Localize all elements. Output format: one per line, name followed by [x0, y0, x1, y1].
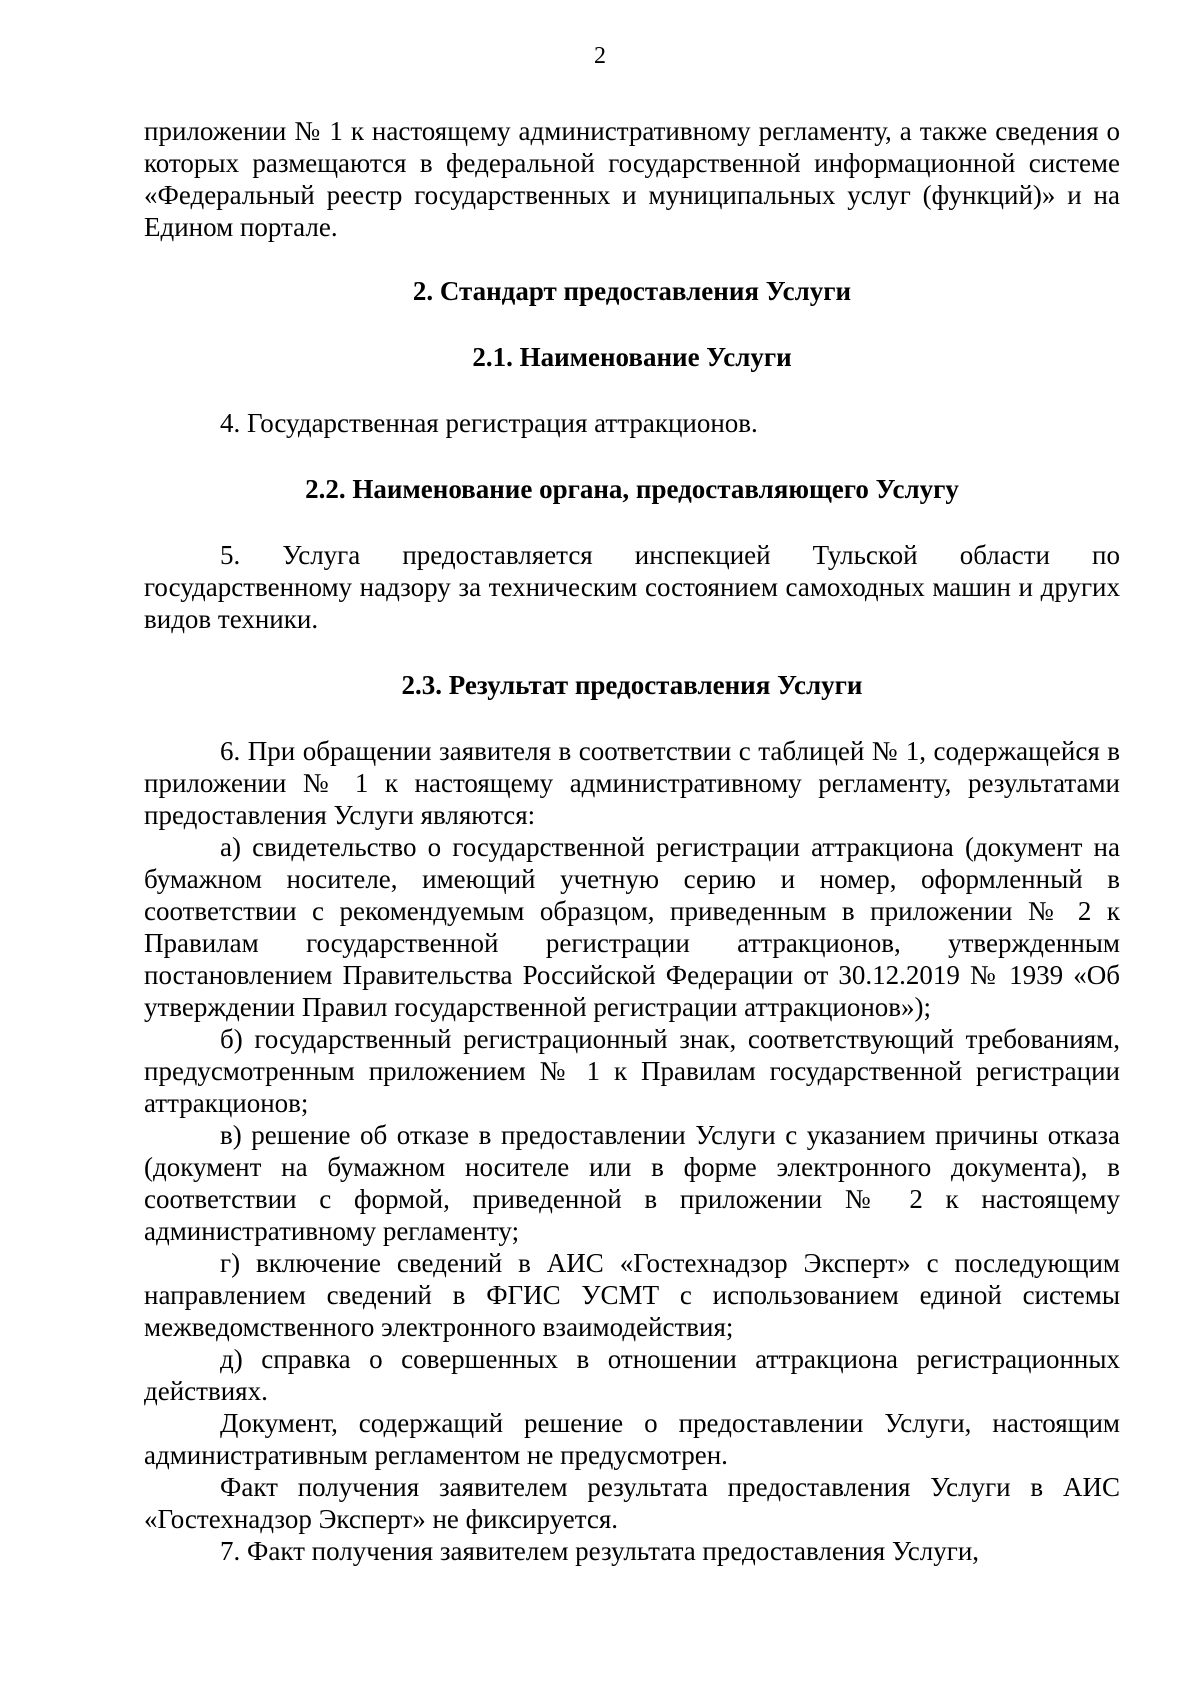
note-paragraph-1: Документ, содержащий решение о предоставлении Услуги, настоящим административным регламентом не предусмотрен.: [144, 1408, 1120, 1470]
page-number: 2: [594, 43, 606, 69]
paragraph-6: 6. При обращении заявителя в соответствии с таблицей № 1, содержащейся в приложении № 1 к настоящему административному регламенту, результатами предоставления Услуги являются:: [144, 736, 1120, 830]
section-2-title: 2. Стандарт предоставления Услуги: [412, 276, 852, 306]
section-2-1-title: 2.1. Наименование Услуги: [472, 342, 792, 372]
section-2-2-title: 2.2. Наименование органа, предоставляющего Услугу: [305, 474, 959, 504]
paragraph-7: 7. Факт получения заявителем результата предоставления Услуги,: [220, 1536, 980, 1566]
list-item-d: д) справка о совершенных в отношении аттракциона регистрационных действиях.: [144, 1344, 1120, 1406]
intro-paragraph: приложении № 1 к настоящему административному регламенту, а также сведения о которых размещаются в федеральной государственной информационной системе «Федеральный реестр государственных и муниципальных услуг (функций)» и на Едином портале.: [144, 116, 1120, 242]
paragraph-5: 5. Услуга предоставляется инспекцией Тульской области по государственному надзору за техническим состоянием самоходных машин и других видов техники.: [144, 540, 1120, 634]
section-2-3-title: 2.3. Результат предоставления Услуги: [401, 670, 863, 700]
list-item-v: в) решение об отказе в предоставлении Услуги с указанием причины отказа (документ на бумажном носителе или в форме электронного документа), в соответствии с формой, приведенной в приложении № 2 к настоящему административному регламенту;: [144, 1120, 1120, 1246]
list-item-b: б) государственный регистрационный знак, соответствующий требованиям, предусмотренным приложением № 1 к Правилам государственной регистрации аттракционов;: [144, 1024, 1120, 1118]
paragraph-4: 4. Государственная регистрация аттракционов.: [220, 408, 758, 438]
list-item-g: г) включение сведений в АИС «Гостехнадзор Эксперт» с последующим направлением сведений в ФГИС УСМТ с использованием единой системы межведомственного электронного взаимодействия;: [144, 1248, 1120, 1342]
document-body: [144, 115, 1120, 1567]
note-paragraph-2: Факт получения заявителем результата предоставления Услуги в АИС «Гостехнадзор Эксперт» не фиксируется.: [144, 1472, 1120, 1534]
list-item-a: а) свидетельство о государственной регистрации аттракциона (документ на бумажном носителе, имеющий учетную серию и номер, оформленный в соответствии с рекомендуемым образцом, приведенным в приложении № 2 к Правилам государственной регистрации аттракционов, утвержденным постановлением Правительства Российской Федерации от 30.12.2019 № 1939 «Об утверждении Правил государственной регистрации аттракционов»);: [144, 832, 1120, 1022]
